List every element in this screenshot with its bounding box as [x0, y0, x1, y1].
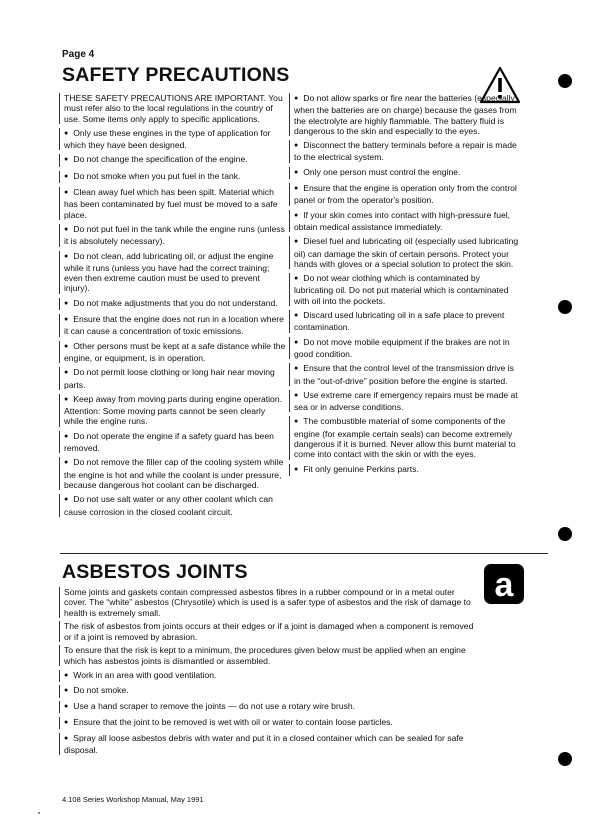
safety-item: ● Other persons must be kept at a safe distance while the engine, or equipment, is in operation.	[59, 341, 286, 364]
safety-item: ● Disconnect the battery terminals before a repair is made to the electrical system.	[289, 140, 521, 163]
safety-item: ● Ensure that the engine is operation only from the control panel or from the operator's position.	[289, 183, 521, 206]
safety-right-column	[289, 93, 521, 480]
safety-item: ● Do not remove the filler cap of the cooling system while the engine is hot and while the coolant is under pressure, because dangerous hot coolant can be discharged.	[59, 457, 286, 490]
page-number: Page 4	[62, 49, 95, 60]
asbestos-body	[59, 587, 479, 759]
footer-text: 4.108 Series Workshop Manual, May 1991	[62, 795, 204, 804]
safety-item: ● Clean away fuel which has been spilt. Material which has been contaminated by fuel must be moved to a safe place.	[59, 187, 286, 220]
safety-item: ● Discard used lubricating oil in a safe place to prevent contamination.	[289, 310, 521, 333]
section-divider	[60, 553, 548, 554]
safety-item: ● Do not make adjustments that you do not understand.	[59, 298, 286, 310]
safety-item: ● If your skin comes into contact with high-pressure fuel, obtain medical assistance immediately.	[289, 210, 521, 233]
asbestos-item: The risk of asbestos from joints occurs at their edges or if a joint is damaged when a component is removed or if a joint is removed by abrasion.	[59, 621, 479, 642]
safety-item: ● Do not move mobile equipment if the brakes are not in good condition.	[289, 337, 521, 360]
asbestos-title: ASBESTOS JOINTS	[62, 561, 248, 583]
asbestos-icon-letter: a	[494, 566, 514, 604]
binder-hole-upper-mid	[558, 300, 572, 314]
binder-hole-top	[558, 74, 572, 88]
safety-item: ● Do not put fuel in the tank while the engine runs (unless it is absolutely necessary).	[59, 224, 286, 247]
safety-item: ● Ensure that the engine does not run in a location where it can cause a concentration of toxic emissions.	[59, 314, 286, 337]
safety-left-column	[59, 93, 286, 521]
safety-item: ● Do not smoke when you put fuel in the tank.	[59, 171, 286, 183]
binder-hole-lower-mid	[558, 527, 572, 541]
safety-item: ● Ensure that the control level of the transmission drive is in the “out-of-drive” position before the engine is started.	[289, 363, 521, 386]
speck	[38, 812, 40, 814]
safety-item: ● Do not allow sparks or fire near the batteries (especially when the batteries are on charge) because the gases from the electrolyte are highly flammable. The battery fluid is dangerous to the skin and especially to the eyes.	[289, 93, 521, 136]
safety-item: ● Do not change the specification of the engine.	[59, 154, 286, 166]
asbestos-item: Some joints and gaskets contain compressed asbestos fibres in a rubber compound or in a metal outer cover. The “white” asbestos (Chrysotile) which is used is a safer type of asbestos and the risk of damage to health is extremely small.	[59, 587, 479, 618]
binder-hole-bottom	[558, 752, 572, 766]
asbestos-item: ● Work in an area with good ventilation.	[59, 670, 479, 682]
safety-item: ● Diesel fuel and lubricating oil (especially used lubricating oil) can damage the skin of certain persons. Protect your hands with gloves or a special solution to protect the skin.	[289, 236, 521, 269]
safety-title: SAFETY PRECAUTIONS	[62, 64, 290, 86]
safety-item: ● Only use these engines in the type of application for which they have been designed.	[59, 128, 286, 151]
safety-item: ● Keep away from moving parts during engine operation. Attention: Some moving parts cannot be seen clearly while the engine runs.	[59, 394, 286, 427]
safety-item: ● Do not wear clothing which is contaminated by lubricating oil. Do not put material which is contaminated with oil into the pockets.	[289, 273, 521, 306]
safety-item: ● Do not operate the engine if a safety guard has been removed.	[59, 431, 286, 454]
safety-item: ● Use extreme care if emergency repairs must be made at sea or in adverse conditions.	[289, 390, 521, 413]
safety-item: ● The combustible material of some components of the engine (for example certain seals) can become extremely dangerous if it is burned. Never allow this burnt material to come into contact with the skin or with the eyes.	[289, 416, 521, 459]
safety-item: ● Do not clean, add lubricating oil, or adjust the engine while it runs (unless you have had the correct training; even then extreme caution must be used to prevent injury).	[59, 251, 286, 294]
asbestos-item: To ensure that the risk is kept to a minimum, the procedures given below must be applied when an engine which has asbestos joints is dismantled or assembled.	[59, 645, 479, 666]
safety-item: ● Only one person must control the engine.	[289, 167, 521, 179]
asbestos-item: ● Do not smoke.	[59, 685, 479, 697]
safety-item: ● Do not permit loose clothing or long hair near moving parts.	[59, 367, 286, 390]
safety-item: THESE SAFETY PRECAUTIONS ARE IMPORTANT. You must refer also to the local regulations in the country of use. Some items only apply to specific applications.	[59, 93, 286, 124]
asbestos-a-icon	[483, 563, 525, 605]
asbestos-item: ● Ensure that the joint to be removed is wet with oil or water to contain loose particles.	[59, 717, 479, 729]
asbestos-item: ● Spray all loose asbestos debris with water and put it in a closed container which can be sealed for safe disposal.	[59, 733, 479, 756]
safety-item: ● Fit only genuine Perkins parts.	[289, 464, 521, 476]
asbestos-item: ● Use a hand scraper to remove the joints — do not use a rotary wire brush.	[59, 701, 479, 713]
safety-item: ● Do not use salt water or any other coolant which can cause corrosion in the closed coolant circuit.	[59, 494, 286, 517]
